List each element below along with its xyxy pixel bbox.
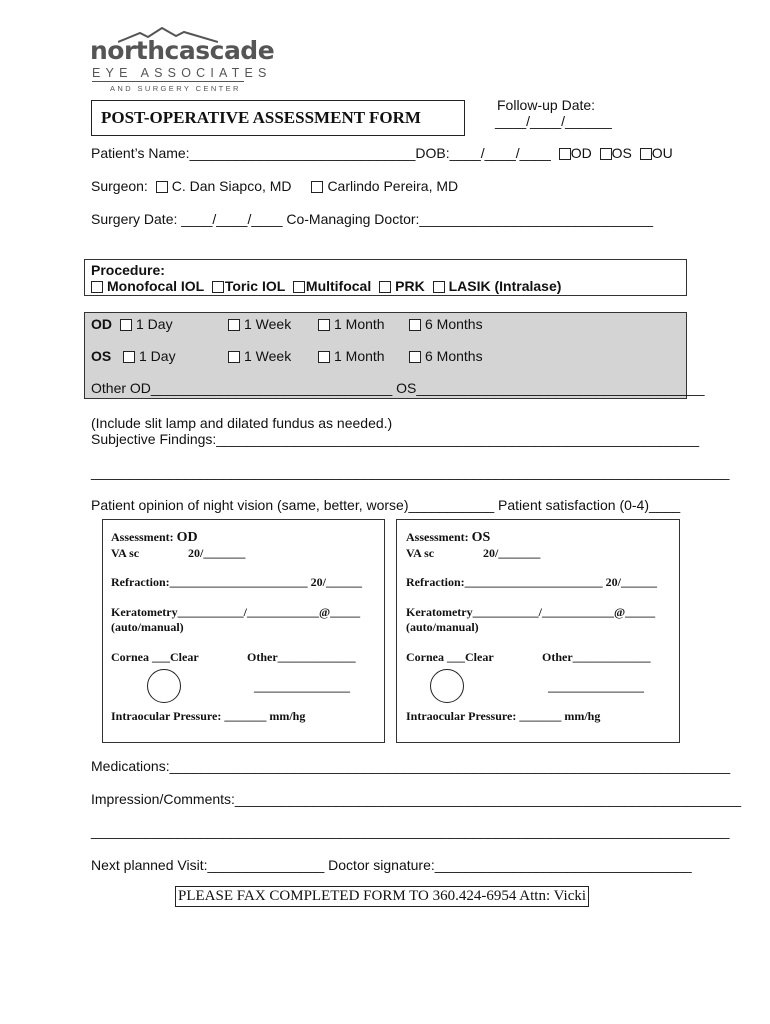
assessment-od-label: Assessment: OD [111,530,198,545]
os-iop-field[interactable]: Intraocular Pressure: _______ mm/hg [406,709,601,723]
surgeon-line [91,178,458,194]
os-1day-checkbox[interactable] [123,351,135,363]
prk-checkbox[interactable] [379,281,391,293]
ou-label: OU [651,145,673,161]
os-1week-label: 1 Week [244,348,292,364]
slit-lamp-note: (Include slit lamp and dilated fundus as needed.) [91,415,393,431]
os-refraction-field[interactable]: Refraction:_______________________ 20/______ [406,575,657,589]
os-checkbox[interactable] [600,148,612,160]
monofocal-label: Monofocal IOL [107,278,204,294]
os-1month-checkbox[interactable] [318,351,330,363]
os-label: OS [611,145,632,161]
logo-wordmark: northcascade [90,36,275,65]
toric-label: Toric IOL [224,278,286,294]
os-1month [318,348,385,364]
followup-date-label: Follow-up Date: [497,97,596,113]
surgeon-siapco-label: C. Dan Siapco, MD [171,178,292,194]
surgeon-pereira-label: Carlindo Pereira, MD [327,178,459,194]
findings-blank-line[interactable]: __________________________________________________________________________________ [91,464,730,480]
od-1week-checkbox[interactable] [228,319,240,331]
od-6months [409,316,483,332]
od-label: OD [570,145,592,161]
od-cornea-diagram [147,669,181,703]
od-checkbox[interactable] [559,148,571,160]
multifocal-label: Multifocal [305,278,372,294]
assessment-os-box [396,519,680,743]
od-1month [318,316,385,332]
os-1week-checkbox[interactable] [228,351,240,363]
os-1day-label: 1 Day [139,348,176,364]
od-6months-checkbox[interactable] [409,319,421,331]
os-other-field[interactable]: Other_____________ [542,650,651,664]
impression-comments-field[interactable]: Impression/Comments:_________________________________________________________________ [91,791,742,807]
od-other-field[interactable]: Other_____________ [247,650,356,664]
surgeon-siapco-checkbox[interactable] [156,181,168,193]
od-keratometry-field[interactable]: Keratometry___________/____________@_____ [111,605,361,619]
other-od-os-field[interactable]: Other OD_______________________________ OS_____________________________________ [91,380,705,396]
os-va-label: VA sc [406,546,435,560]
od-refraction-field[interactable]: Refraction:_______________________ 20/______ [111,575,362,589]
form-title: POST-OPERATIVE ASSESSMENT FORM [101,108,421,127]
od-1week-label: 1 Week [244,316,292,332]
od-row-label: OD [91,316,112,332]
os-other-line2[interactable]: ________________ [548,680,644,694]
od-1month-checkbox[interactable] [318,319,330,331]
monofocal-checkbox[interactable] [91,281,103,293]
form-title-box [91,100,465,136]
od-6months-label: 6 Months [425,316,483,332]
procedure-label: Procedure: [91,262,165,278]
od-iop-field[interactable]: Intraocular Pressure: _______ mm/hg [111,709,306,723]
os-6months-checkbox[interactable] [409,351,421,363]
os-1day [123,348,176,364]
patient-name-dob-line [91,145,673,161]
prk-label: PRK [395,278,425,294]
postop-interval-box [84,312,705,399]
od-1day-checkbox[interactable] [120,319,132,331]
procedure-box [84,259,687,296]
lasik-checkbox[interactable] [433,281,445,293]
surgery-date-field[interactable]: Surgery Date: ____/____/____ Co-Managing Doctor:______________________________ [91,211,654,227]
surgeon-label: Surgeon: [91,178,148,194]
os-6months [409,348,483,364]
os-va-field[interactable]: 20/_______ [483,546,541,560]
lasik-label: LASIK (Intralase) [448,278,562,294]
assessment-od-box [102,519,385,743]
os-cornea-field[interactable]: Cornea ___Clear [406,650,494,664]
os-row-label: OS [91,348,112,364]
medications-field[interactable]: Medications:________________________________________________________________________ [91,758,731,774]
od-other-line2[interactable]: ________________ [254,680,350,694]
os-cornea-diagram [430,669,464,703]
followup-date-field[interactable]: ____/____/______ [495,113,612,129]
fax-instructions: PLEASE FAX COMPLETED FORM TO 360.424-6954 Attn: Vicki [175,886,589,907]
assessment-os-label: Assessment: OS [406,530,491,545]
multifocal-checkbox[interactable] [293,281,305,293]
od-va-field[interactable]: 20/_______ [188,546,246,560]
logo-subtitle: EYE ASSOCIATES [92,66,272,80]
os-1week [228,348,291,364]
assessment-od-eye: OD [176,530,198,545]
ou-checkbox[interactable] [640,148,652,160]
od-va-label: VA sc [111,546,140,560]
comments-blank-line[interactable]: __________________________________________________________________________________ [91,823,730,839]
od-1day-label: 1 Day [136,316,173,332]
patient-name-dob-field[interactable]: Patient’s Name:_____________________________DOB:____/____/____ [91,145,551,161]
os-auto-manual: (auto/manual) [406,620,479,634]
procedure-options [91,278,561,294]
os-6months-label: 6 Months [425,348,483,364]
os-1month-label: 1 Month [334,348,385,364]
od-1week [228,316,291,332]
logo-divider [92,81,244,82]
od-1day [120,316,173,332]
od-1month-label: 1 Month [334,316,385,332]
next-visit-signature-field[interactable]: Next planned Visit:_______________ Doctor signature:_________________________________ [91,857,692,873]
surgeon-pereira-checkbox[interactable] [311,181,323,193]
assessment-os-eye: OS [471,530,491,545]
od-cornea-field[interactable]: Cornea ___Clear [111,650,199,664]
os-keratometry-field[interactable]: Keratometry___________/____________@_____ [406,605,656,619]
od-auto-manual: (auto/manual) [111,620,184,634]
night-vision-satisfaction-field[interactable]: Patient opinion of night vision (same, better, worse)___________ Patient satisfaction (0-4)____ [91,497,681,513]
logo-subtitle-2: AND SURGERY CENTER [110,84,241,93]
subjective-findings-field[interactable]: Subjective Findings:______________________________________________________________ [91,431,700,447]
toric-checkbox[interactable] [212,281,224,293]
